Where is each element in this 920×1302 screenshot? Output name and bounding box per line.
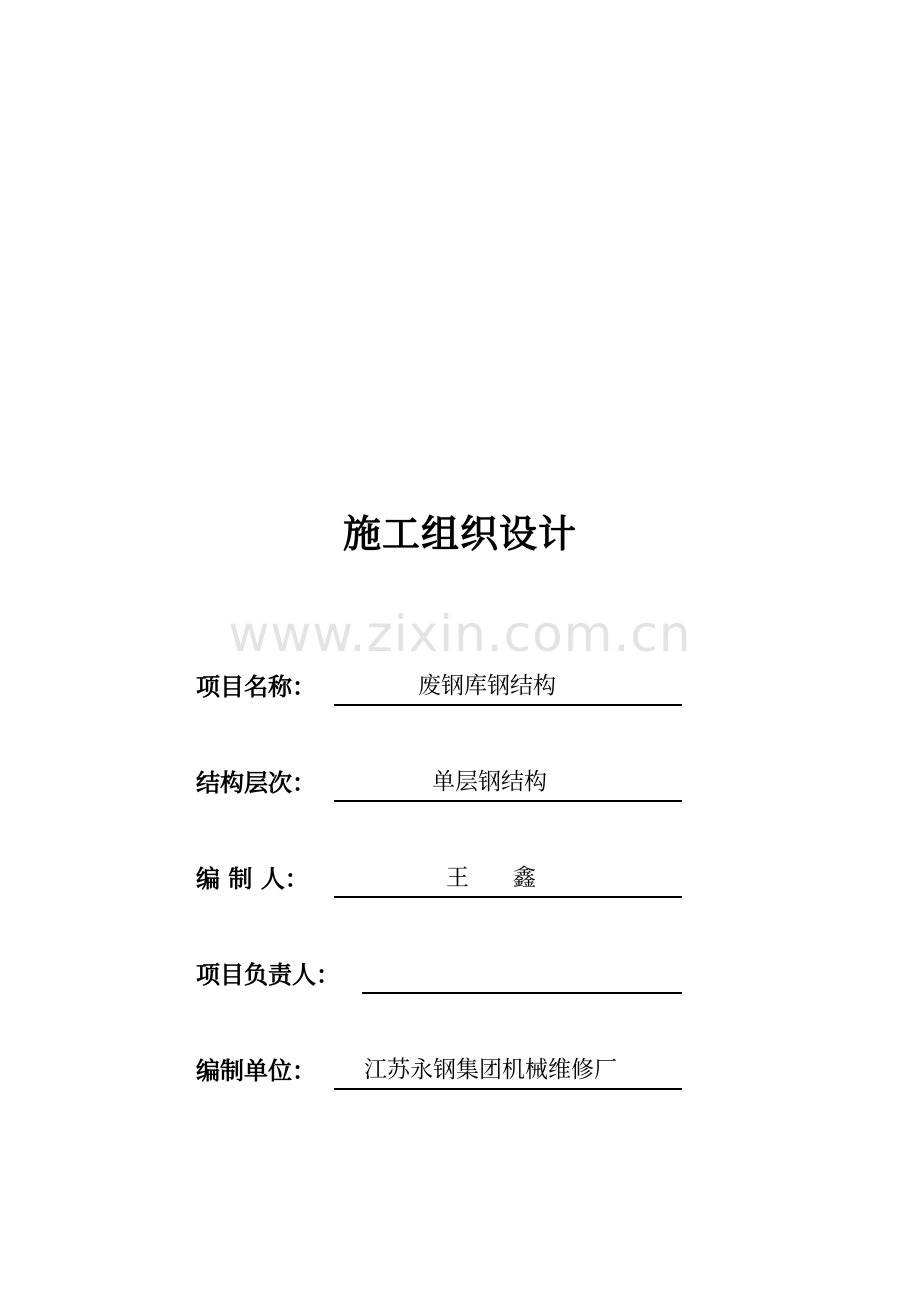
field-structure-level	[196, 762, 684, 802]
field-compiler	[196, 858, 684, 898]
field-value-compiler: 王 鑫	[446, 865, 536, 891]
field-label-structure-level: 结构层次：	[196, 768, 316, 797]
watermark-text: www.zixin.com.cn	[228, 605, 692, 663]
field-value-compiling-unit: 江苏永钢集团机械维修厂	[364, 1057, 617, 1083]
field-compiling-unit	[196, 1050, 684, 1090]
field-label-compiler: 编 制 人：	[196, 864, 309, 893]
field-project-name	[196, 666, 684, 706]
field-label-compiling-unit: 编制单位：	[196, 1056, 316, 1085]
field-value-structure-level: 单层钢结构	[432, 769, 547, 795]
underline-compiling-unit	[334, 1088, 682, 1090]
underline-project-leader	[362, 992, 682, 994]
underline-compiler	[334, 896, 682, 898]
field-project-leader	[196, 954, 684, 994]
field-label-project-name: 项目名称：	[196, 672, 316, 701]
field-value-project-name: 废钢库钢结构	[418, 673, 556, 699]
underline-project-name	[334, 704, 682, 706]
document-title: 施工组织设计	[342, 511, 577, 556]
underline-structure-level	[334, 800, 682, 802]
field-label-project-leader: 项目负责人：	[196, 960, 340, 989]
